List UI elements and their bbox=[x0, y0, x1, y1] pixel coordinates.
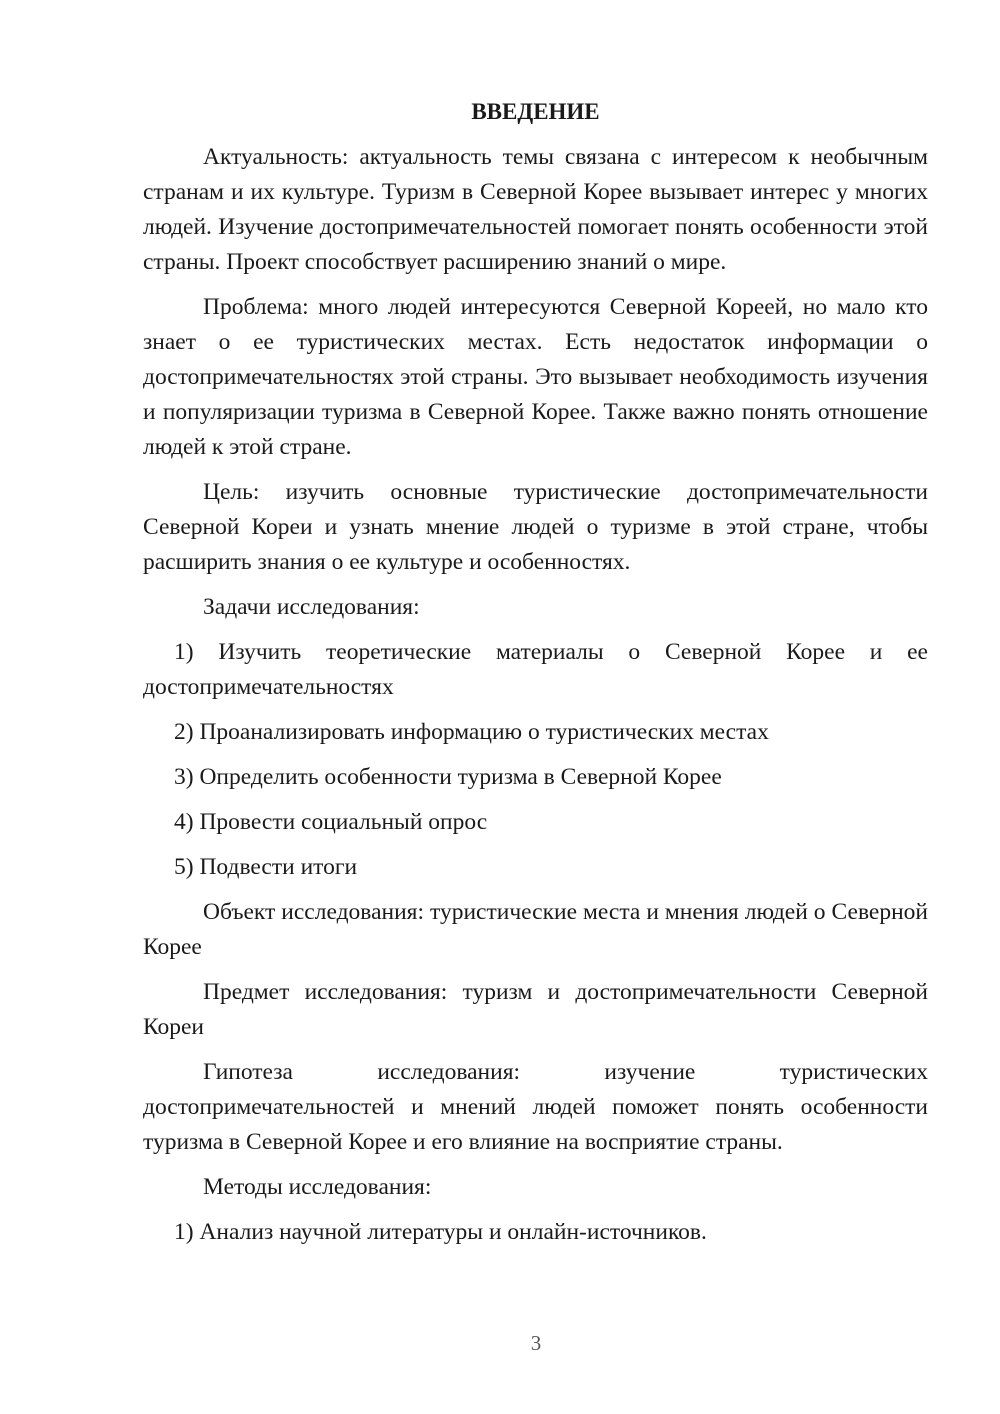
page-content bbox=[143, 94, 928, 1260]
method-item: 1) Анализ научной литературы и онлайн-источников. bbox=[174, 1219, 707, 1245]
object-paragraph: Объект исследования: туристические места и мнения людей о Северной Корее bbox=[143, 899, 928, 960]
hypothesis-paragraph: Гипотеза исследования: изучение туристических достопримечательностей и мнений людей поможет понять особенности туризма в Северной Корее и его влияние на восприятие страны. bbox=[143, 1059, 928, 1155]
tasks-heading: Задачи исследования: bbox=[203, 594, 420, 620]
task-item: 3) Определить особенности туризма в Северной Корее bbox=[174, 764, 722, 790]
methods-heading: Методы исследования: bbox=[203, 1174, 432, 1200]
task-item: 4) Провести социальный опрос bbox=[174, 809, 488, 835]
task-item: 1) Изучить теоретические материалы о Северной Корее и ее достопримечательностях bbox=[143, 639, 928, 700]
section-title: ВВЕДЕНИЕ bbox=[471, 99, 600, 124]
page-number: 3 bbox=[530, 1331, 542, 1355]
subject-paragraph: Предмет исследования: туризм и достопримечательности Северной Кореи bbox=[143, 979, 928, 1040]
goal-paragraph: Цель: изучить основные туристические достопримечательности Северной Кореи и узнать мнение людей о туризме в этой стране, чтобы расширить знания о ее культуре и особенностях. bbox=[143, 479, 928, 575]
problem-paragraph: Проблема: много людей интересуются Северной Кореей, но мало кто знает о ее туристических местах. Есть недостаток информации о достопримечательностях этой страны. Это вызывает необходимость изучения и популяризации туризма в Северной Корее. Также важно понять отношение людей к этой стране. bbox=[143, 294, 928, 460]
task-item: 2) Проанализировать информацию о туристических местах bbox=[174, 719, 769, 745]
relevance-paragraph: Актуальность: актуальность темы связана с интересом к необычным странам и их культуре. Туризм в Северной Корее вызывает интерес у многих людей. Изучение достопримечательностей помогает понять особенности этой страны. Проект способствует расширению знаний о мире. bbox=[143, 144, 928, 275]
task-item: 5) Подвести итоги bbox=[174, 854, 358, 880]
